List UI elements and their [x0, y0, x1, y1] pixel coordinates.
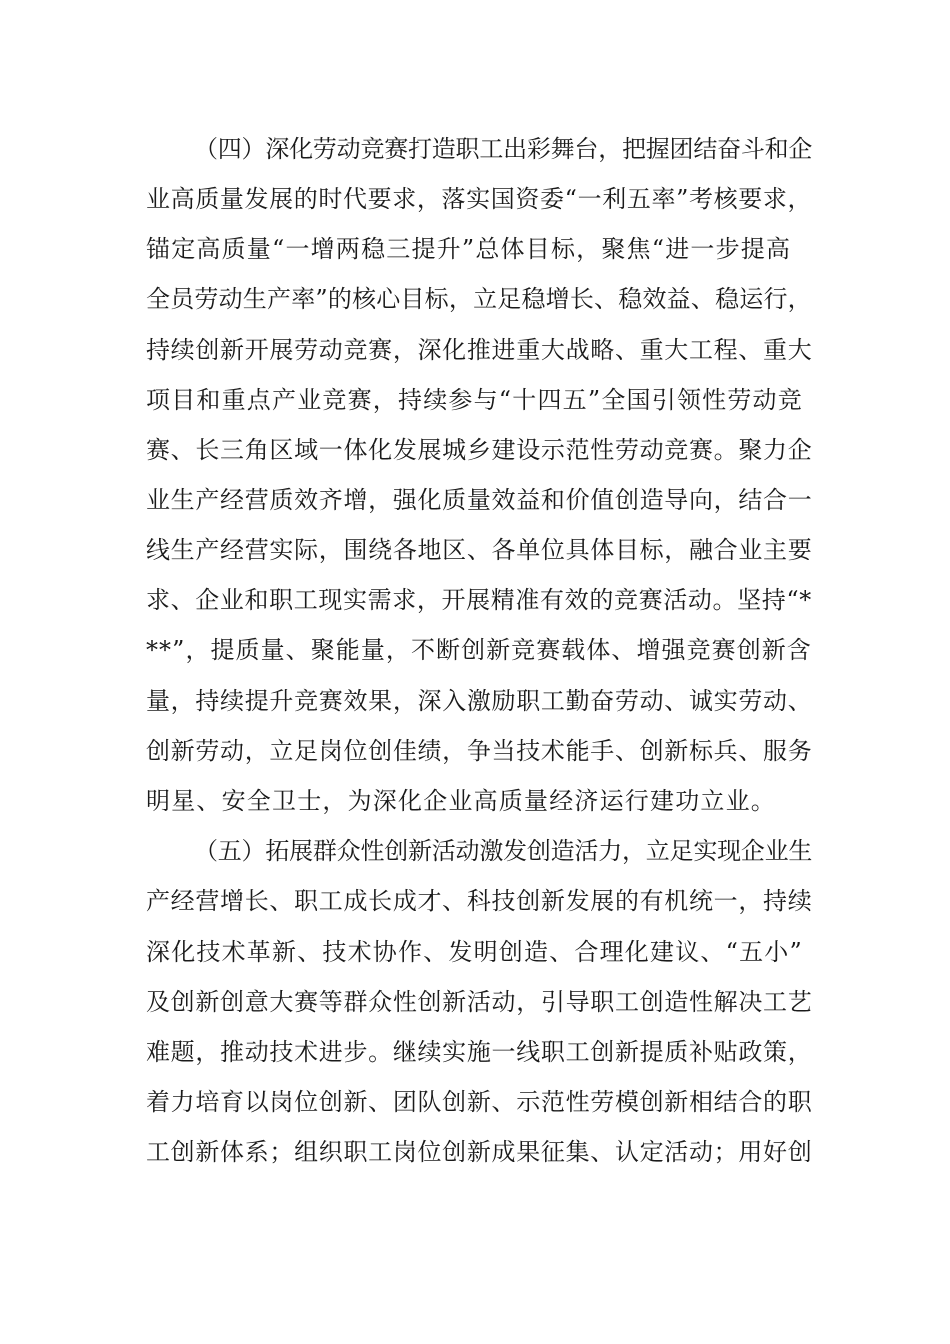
paragraph-line: 量，持续提升竞赛效果，深入激励职工勤奋劳动、诚实劳动、	[146, 687, 813, 715]
paragraph-line: 赛、长三角区域一体化发展城乡建设示范性劳动竞赛。聚力企	[146, 436, 813, 464]
paragraph-line: （五）拓展群众性创新活动激发创造活力，立足实现企业生	[194, 837, 813, 865]
paragraph-line: （四）深化劳动竞赛打造职工出彩舞台，把握团结奋斗和企	[194, 135, 813, 163]
paragraph-line: 明星、安全卫士，为深化企业高质量经济运行建功立业。	[146, 787, 776, 815]
paragraph-line: 产经营增长、职工成长成才、科技创新发展的有机统一，持续	[146, 887, 813, 915]
paragraph-line: 锚定高质量“一增两稳三提升”总体目标，聚焦“进一步提高	[146, 235, 792, 263]
paragraph-line: 持续创新开展劳动竞赛，深化推进重大战略、重大工程、重大	[146, 336, 813, 364]
paragraph-line: 线生产经营实际，围绕各地区、各单位具体目标，融合业主要	[146, 536, 813, 564]
paragraph-line: 业生产经营质效齐增，强化质量效益和价值创造导向，结合一	[146, 486, 813, 514]
paragraph-line: 难题，推动技术进步。继续实施一线职工创新提质补贴政策，	[146, 1038, 813, 1066]
paragraph-line: 创新劳动，立足岗位创佳绩，争当技术能手、创新标兵、服务	[146, 737, 813, 765]
paragraph-line: 深化技术革新、技术协作、发明创造、合理化建议、“五小”	[146, 938, 803, 966]
paragraph-line: 着力培育以岗位创新、团队创新、示范性劳模创新相结合的职	[146, 1088, 813, 1116]
paragraph-line: 业高质量发展的时代要求，落实国资委“一利五率”考核要求，	[146, 185, 813, 213]
paragraph-line: 求、企业和职工现实需求，开展精准有效的竞赛活动。坚持“*	[146, 586, 812, 614]
paragraph-line: 项目和重点产业竞赛，持续参与“十四五”全国引领性劳动竞	[146, 386, 803, 414]
paragraph-line: 工创新体系；组织职工岗位创新成果征集、认定活动；用好创	[146, 1138, 813, 1166]
paragraph-line: 全员劳动生产率”的核心目标，立足稳增长、稳效益、稳运行，	[146, 285, 812, 313]
paragraph-line: 及创新创意大赛等群众性创新活动，引导职工创造性解决工艺	[146, 988, 813, 1016]
paragraph-line: **”，提质量、聚能量，不断创新竞赛载体、增强竞赛创新含	[146, 636, 812, 664]
